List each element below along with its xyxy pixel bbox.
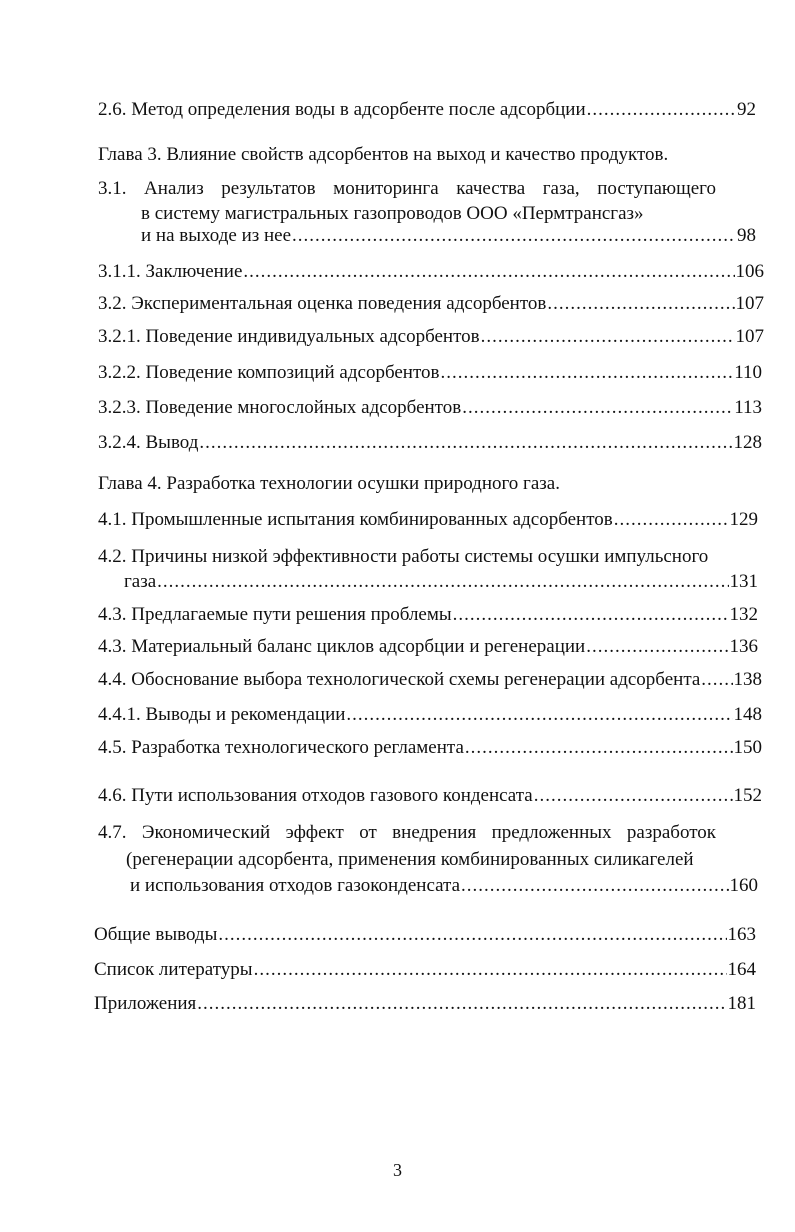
- toc-entry-page: 110: [734, 362, 762, 383]
- toc-entry-page: 136: [729, 636, 758, 657]
- toc-entry-title: 4.4.1. Выводы и рекомендации: [98, 704, 346, 725]
- toc-entry-title-continued: (регенерации адсорбента, применения комбинированных силикагелей: [126, 849, 694, 870]
- dot-leader: [199, 431, 732, 455]
- toc-entry: [98, 431, 762, 455]
- dot-leader: [346, 703, 732, 727]
- toc-entry: [98, 292, 764, 316]
- dot-leader: [254, 958, 727, 982]
- toc-entry-title-continued: в систему магистральных газопроводов ООО «Пермтрансгаз»: [141, 203, 644, 224]
- toc-entry-page: 106: [735, 261, 764, 282]
- toc-entry-title: 3.2. Экспериментальная оценка поведения адсорбентов: [98, 293, 547, 314]
- dot-leader: [701, 668, 732, 692]
- toc-entry-title: 3.1.1. Заключение: [98, 261, 243, 282]
- toc-entry: [98, 361, 762, 385]
- dot-leader: [157, 570, 728, 594]
- dot-leader: [547, 292, 734, 316]
- toc-entry: [98, 260, 764, 284]
- dot-leader: [218, 923, 726, 947]
- toc-entry: [98, 703, 762, 727]
- toc-entry-page: 107: [735, 326, 764, 347]
- toc-entry-page: 92: [737, 99, 756, 120]
- toc-entry-page: 131: [729, 571, 758, 592]
- toc-entry-title-continued: газа: [124, 571, 157, 592]
- toc-entry-title-continued: и использования отходов газоконденсата: [130, 875, 461, 896]
- toc-entry-page: 148: [733, 704, 762, 725]
- toc-entry-title: 4.2. Причины низкой эффективности работы системы осушки импульсного: [98, 546, 709, 567]
- dot-leader: [465, 736, 733, 760]
- toc-entry: [98, 603, 758, 627]
- toc-entry: [98, 635, 758, 659]
- toc-entry: [94, 923, 756, 947]
- toc-entry-title: 4.7. Экономический эффект от внедрения предложенных разработок: [98, 822, 716, 843]
- toc-entry-title: Общие выводы: [94, 924, 218, 945]
- toc-entry-title: 3.2.2. Поведение композиций адсорбентов: [98, 362, 440, 383]
- toc-entry: [141, 224, 756, 248]
- toc-entry-title-continued: и на выходе из нее: [141, 225, 292, 246]
- toc-entry-page: 163: [727, 924, 756, 945]
- toc-entry-title: Список литературы: [94, 959, 253, 980]
- toc-entry-page: 98: [737, 225, 756, 246]
- chapter-heading: Глава 4. Разработка технологии осушки природного газа.: [98, 473, 560, 494]
- dot-leader: [292, 224, 736, 248]
- dot-leader: [587, 98, 736, 122]
- toc-entry-title: 4.4. Обоснование выбора технологической схемы регенерации адсорбента: [98, 669, 701, 690]
- dot-leader: [197, 992, 726, 1016]
- toc-entry-title: 4.6. Пути использования отходов газового конденсата: [98, 785, 533, 806]
- toc-entry-title: Приложения: [94, 993, 197, 1014]
- toc-entry-page: 138: [733, 669, 762, 690]
- toc-entry: [124, 570, 758, 594]
- dot-leader: [461, 874, 728, 898]
- toc-entry-page: 113: [734, 397, 762, 418]
- toc-entry-page: 164: [727, 959, 756, 980]
- toc-entry-title: 3.2.1. Поведение индивидуальных адсорбентов: [98, 326, 480, 347]
- chapter-heading: Глава 3. Влияние свойств адсорбентов на выход и качество продуктов.: [98, 144, 669, 165]
- dot-leader: [243, 260, 734, 284]
- toc-entry-title: 3.2.3. Поведение многослойных адсорбентов: [98, 397, 462, 418]
- dot-leader: [440, 361, 733, 385]
- toc-entry-page: 160: [729, 875, 758, 896]
- dot-leader: [481, 325, 735, 349]
- toc-entry-page: 129: [729, 509, 758, 530]
- toc-entry: [94, 958, 756, 982]
- toc-entry: [98, 508, 758, 532]
- dot-leader: [453, 603, 729, 627]
- toc-entry: [98, 98, 756, 122]
- toc-entry: [98, 325, 764, 349]
- toc-entry: [98, 668, 762, 692]
- dot-leader: [614, 508, 729, 532]
- toc-entry-title: 4.1. Промышленные испытания комбинированных адсорбентов: [98, 509, 613, 530]
- toc-entry-page: 152: [733, 785, 762, 806]
- toc-entry: [98, 736, 762, 760]
- toc-entry: [130, 874, 758, 898]
- toc-entry: [94, 992, 756, 1016]
- toc-entry-title: 4.5. Разработка технологического регламента: [98, 737, 464, 758]
- toc-entry-title: 2.6. Метод определения воды в адсорбенте после адсорбции: [98, 99, 586, 120]
- toc-entry-page: 128: [733, 432, 762, 453]
- toc-entry-title: 3.2.4. Вывод: [98, 432, 199, 453]
- toc-entry-title: 4.3. Предлагаемые пути решения проблемы: [98, 604, 452, 625]
- toc-entry-page: 181: [727, 993, 756, 1014]
- toc-entry-page: 150: [733, 737, 762, 758]
- toc-entry-page: 132: [729, 604, 758, 625]
- dot-leader: [462, 396, 733, 420]
- dot-leader: [534, 784, 733, 808]
- dot-leader: [586, 635, 728, 659]
- page-number: 3: [393, 1160, 402, 1180]
- toc-entry-title: 4.3. Материальный баланс циклов адсорбции и регенерации: [98, 636, 586, 657]
- toc-entry: [98, 396, 762, 420]
- toc-entry: [98, 784, 762, 808]
- toc-entry-title: 3.1. Анализ результатов мониторинга качества газа, поступающего: [98, 178, 716, 199]
- toc-entry-page: 107: [735, 293, 764, 314]
